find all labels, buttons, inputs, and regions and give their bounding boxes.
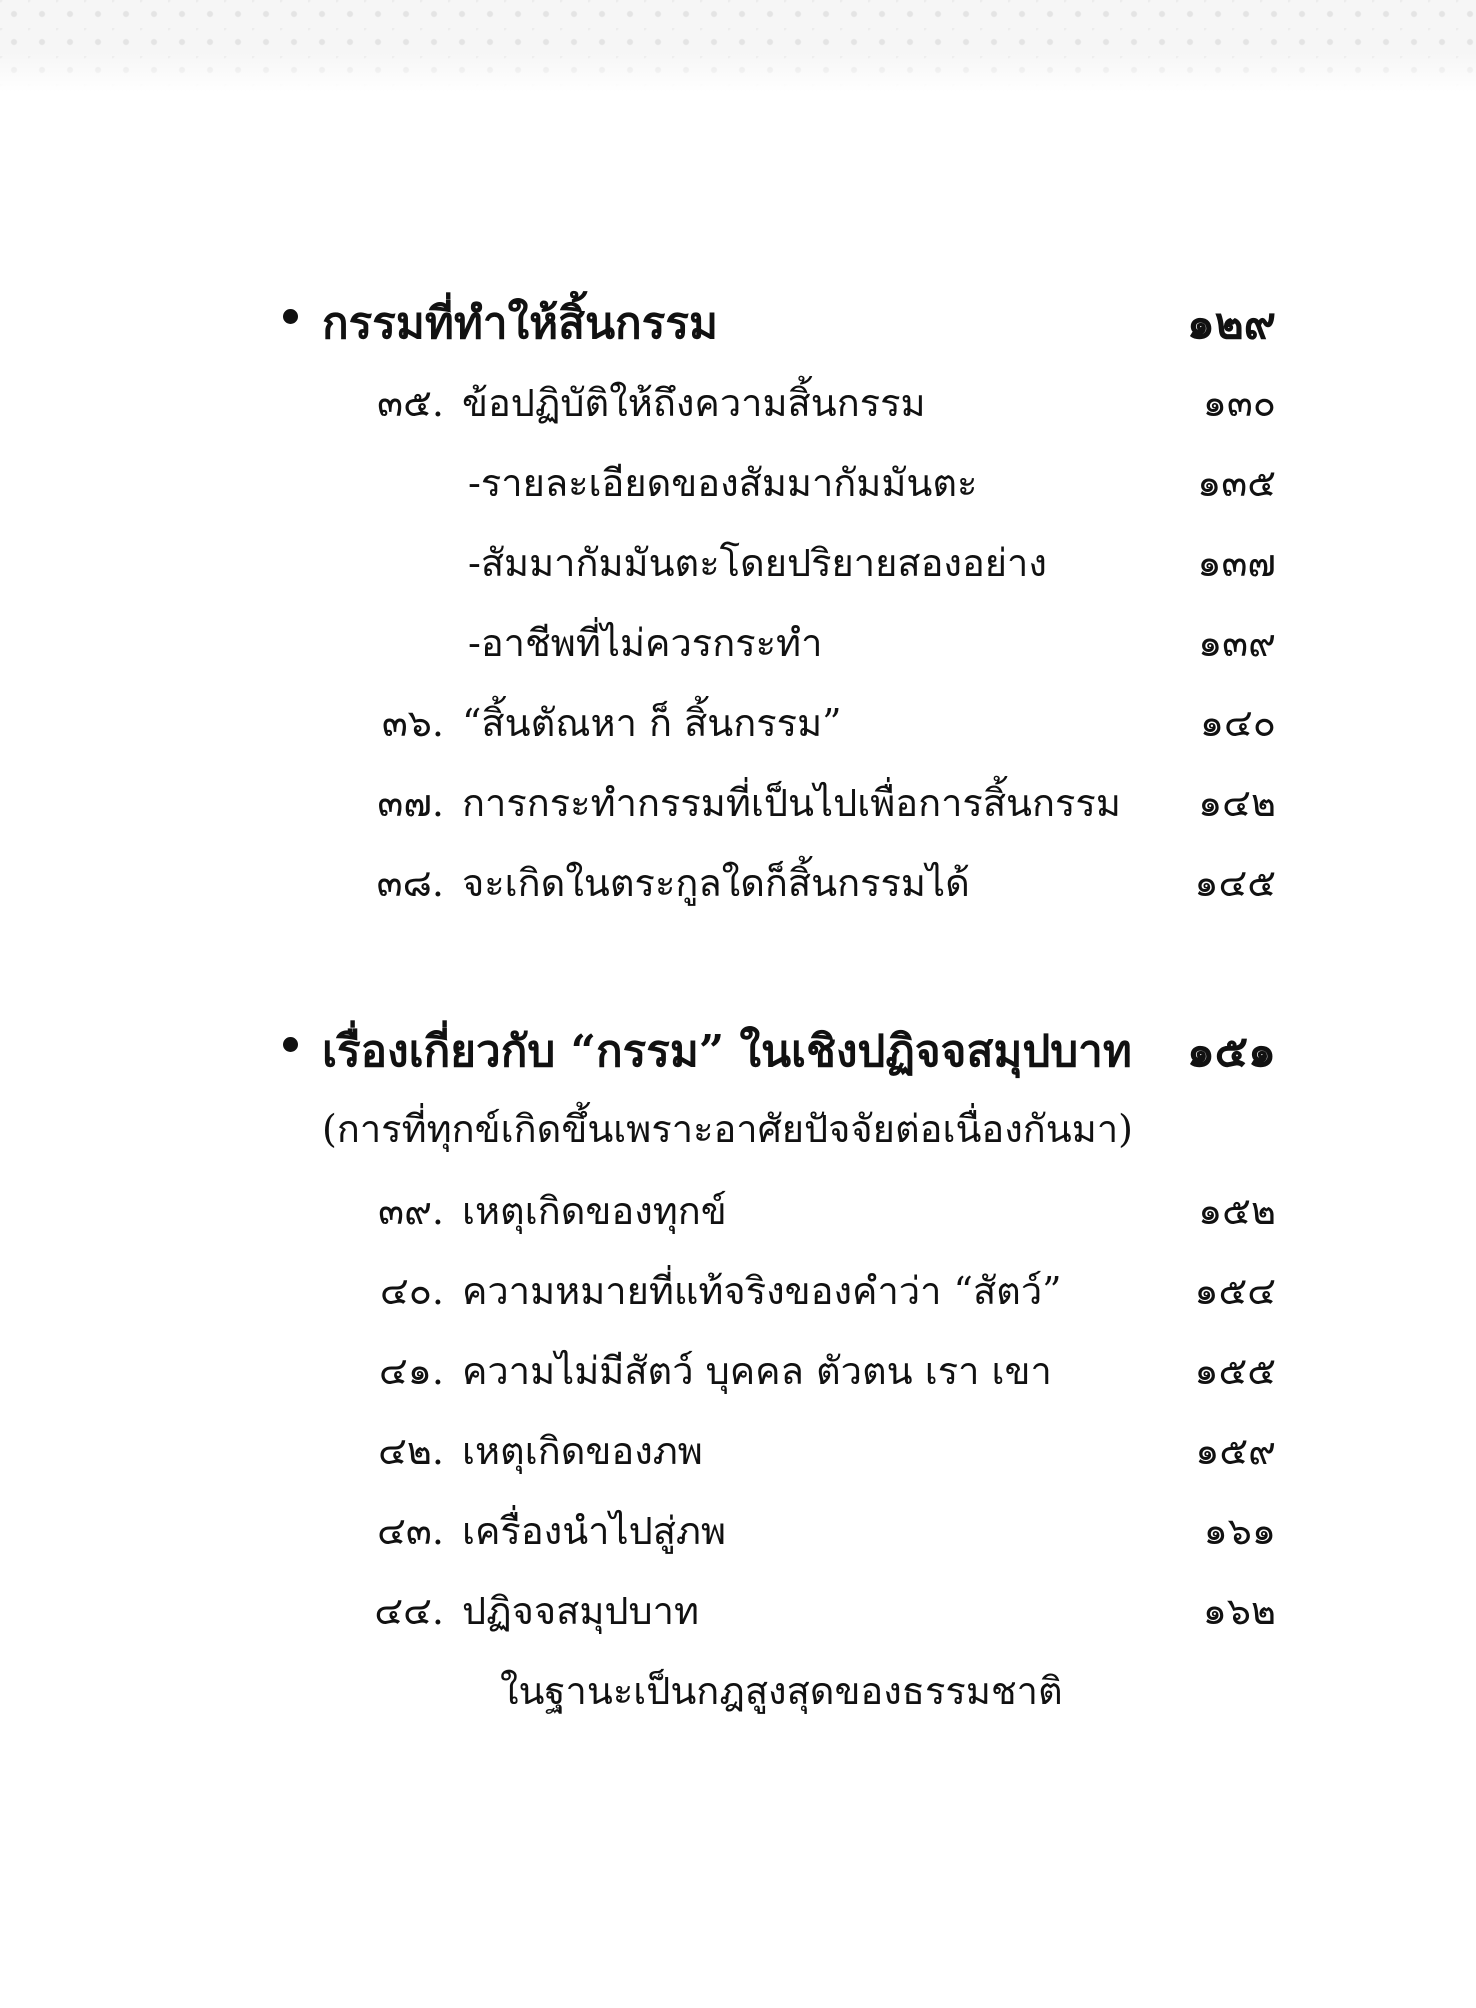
toc-entry — [0, 364, 1476, 434]
entry-number: ๓๗. — [377, 781, 444, 825]
entry-number: ๔๑. — [379, 1349, 444, 1393]
entry-number: ๓๙. — [378, 1189, 444, 1233]
entry-page-number: ๑๓๗ — [1197, 541, 1276, 585]
entry-page-number: ๑๓๙ — [1198, 621, 1276, 665]
section-page-number: ๑๒๙ — [1186, 298, 1276, 349]
entry-title: เครื่องนำไปสู่ภพ — [462, 1509, 727, 1553]
entry-number: ๓๖. — [381, 701, 444, 745]
entry-page-number: ๑๕๔ — [1194, 1269, 1276, 1313]
entry-title: เหตุเกิดของภพ — [462, 1429, 703, 1473]
entry-title: -รายละเอียดของสัมมากัมมันตะ — [468, 461, 978, 505]
section-title: เรื่องเกี่ยวกับ “กรรม” ในเชิงปฏิจจสมุปบาท — [322, 1026, 1132, 1077]
toc-subentry — [0, 444, 1476, 514]
section-subtitle: (การที่ทุกข์เกิดขึ้นเพราะอาศัยปัจจัยต่อเนื่องกันมา) — [322, 1107, 1133, 1151]
toc-entry — [0, 1572, 1476, 1642]
entry-title: -สัมมากัมมันตะโดยปริยายสองอย่าง — [468, 541, 1047, 585]
entry-title: จะเกิดในตระกูลใดก็สิ้นกรรมได้ — [462, 861, 970, 905]
toc-entry-continuation — [0, 1652, 1476, 1722]
decorative-header-pattern — [0, 0, 1476, 92]
section-page-number: ๑๕๑ — [1186, 1026, 1276, 1077]
entry-title: ข้อปฏิบัติให้ถึงความสิ้นกรรม — [462, 381, 926, 425]
section-title: กรรมที่ทำให้สิ้นกรรม — [322, 298, 718, 349]
entry-page-number: ๑๕๙ — [1195, 1429, 1276, 1473]
entry-title: ความไม่มีสัตว์ บุคคล ตัวตน เรา เขา — [462, 1349, 1052, 1393]
toc-entry — [0, 1332, 1476, 1402]
toc-entry — [0, 684, 1476, 754]
entry-title: การกระทำกรรมที่เป็นไปเพื่อการสิ้นกรรม — [462, 781, 1121, 825]
entry-page-number: ๑๔๐ — [1199, 701, 1276, 745]
entry-number: ๔๒. — [378, 1429, 444, 1473]
entry-page-number: ๑๔๒ — [1198, 781, 1276, 825]
entry-number: ๔๓. — [377, 1509, 444, 1553]
section-heading — [0, 1010, 1476, 1080]
entry-page-number: ๑๓๕ — [1197, 461, 1276, 505]
section-heading — [0, 282, 1476, 352]
entry-number: ๓๘. — [376, 861, 444, 905]
entry-page-number: ๑๕๒ — [1198, 1189, 1276, 1233]
toc-entry — [0, 1412, 1476, 1482]
bullet-icon — [283, 309, 298, 324]
toc-subentry — [0, 604, 1476, 674]
entry-title-continuation: ในฐานะเป็นกฎสูงสุดของธรรมชาติ — [500, 1669, 1063, 1713]
entry-page-number: ๑๔๕ — [1194, 861, 1276, 905]
entry-title: ปฏิจจสมุปบาท — [462, 1589, 700, 1633]
toc-subentry — [0, 524, 1476, 594]
entry-page-number: ๑๖๒ — [1202, 1589, 1276, 1633]
entry-page-number: ๑๕๕ — [1194, 1349, 1276, 1393]
toc-entry — [0, 1492, 1476, 1562]
entry-number: ๓๕. — [377, 381, 444, 425]
entry-number: ๔๔. — [374, 1589, 444, 1633]
toc-entry — [0, 844, 1476, 914]
entry-page-number: ๑๖๑ — [1203, 1509, 1276, 1553]
entry-page-number: ๑๓๐ — [1202, 381, 1276, 425]
entry-title: -อาชีพที่ไม่ควรกระทำ — [468, 621, 823, 665]
bullet-icon — [283, 1037, 298, 1052]
entry-title: เหตุเกิดของทุกข์ — [462, 1189, 727, 1233]
entry-title: ความหมายที่แท้จริงของคำว่า “สัตว์” — [462, 1269, 1062, 1313]
toc-entry — [0, 764, 1476, 834]
toc-entry — [0, 1172, 1476, 1242]
toc-entry — [0, 1252, 1476, 1322]
entry-title: “สิ้นตัณหา ก็ สิ้นกรรม” — [462, 701, 842, 745]
entry-number: ๔๐. — [379, 1269, 444, 1313]
section-subtitle-row — [0, 1090, 1476, 1160]
